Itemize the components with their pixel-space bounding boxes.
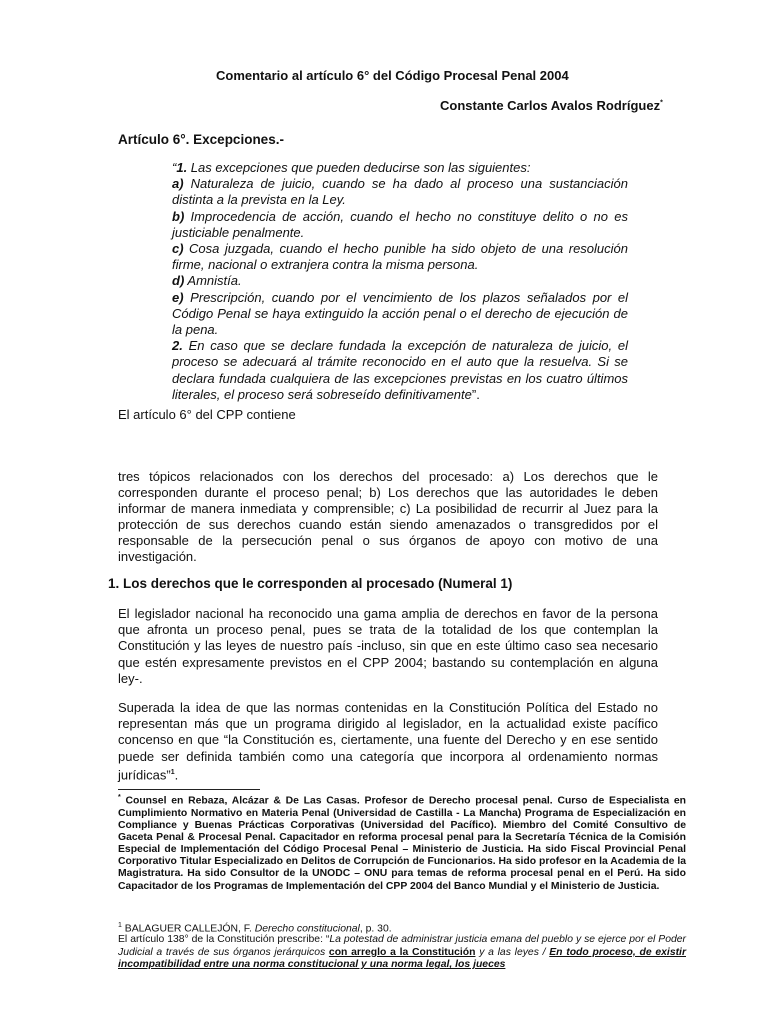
quote-close-mark: ”.	[471, 386, 480, 402]
quote-label-c: c)	[172, 241, 184, 257]
footnote-2-quote-2: y a las leyes /	[475, 946, 550, 958]
footnote-star-mark: *	[118, 794, 121, 801]
quote-item-a	[172, 176, 628, 208]
footnote-1-mark: 1	[118, 922, 122, 929]
quote-number-2: 2.	[172, 338, 183, 354]
article-heading: Artículo 6°. Excepciones.-	[118, 132, 284, 147]
footnote-star-text: Counsel en Rebaza, Alcázar & De Las Casas. Profesor de Derecho procesal penal. Curso de Especialista en Cumplimiento Normativo en Materia Penal (Universidad de Castilla - La Mancha) Programa de Especialización en Compliance y Buenas Prácticas Corporativas (Universidad del Pacífico). Miembro del Comité Consultivo de Gaceta Penal & Procesal Penal. Capacitador en reforma procesal penal para la Secretaría Técnica de la Comisión Especial de Implementación del Código Procesal Penal – Ministerio de Justicia. Ha sido Fiscal Provincial Penal Corporativo Titular Especializado en Delitos de Corrupción de Funcionarios. Ha sido profesor en la Academia de la Magistratura. Ha sido Consultor de la UNODC – ONU para temas de reforma procesal penal en el Perú. Ha sido Capacitador de los Programas de Implementación del CPP 2004 del Banco Mundial y el Ministerio de Justicia.	[118, 795, 686, 892]
footnote-1-author: BALAGUER CALLEJÓN, F.	[121, 923, 255, 935]
footnote-2-underline-2: En todo proceso, de existir incompatibilidad entre una norma constitucional y una norma legal, los jueces	[118, 946, 686, 971]
intro-line: El artículo 6° del CPP contiene	[118, 407, 296, 422]
quote-text-c: Cosa juzgada, cuando el hecho punible ha sido objeto de una resolución firme, nacional o extranjera contra la misma persona.	[172, 241, 628, 273]
quote-label-d: d)	[172, 273, 185, 289]
paragraph-b-end: .	[174, 767, 179, 783]
quote-text-a: Naturaleza de juicio, cuando se ha dado al proceso una sustanciación distinta a la prevista en la Ley.	[172, 176, 628, 208]
quote-number-1: 1.	[176, 160, 188, 175]
quote-item-d	[172, 273, 628, 289]
article-quote	[172, 160, 628, 403]
paragraph-topics: tres tópicos relacionados con los derechos del procesado: a) Los derechos que le corresponden durante el proceso penal; b) Los derechos que las autoridades le deben informar de manera inmediata y comprensible; c) La posibilidad de recurrir al Juez para la protección de sus derechos cuando están siendo amenazados o transgredidos por el responsable de la persecución penal o sus órganos de apoyo con motivo de una investigación.	[118, 469, 658, 565]
quote-text-e: Prescripción, cuando por el vencimiento de los plazos señalados por el Código Penal se haya extinguido la acción penal o el derecho de ejecución de la pena.	[172, 289, 628, 338]
footnote-2-underline-1: con arreglo a la Constitución	[328, 946, 476, 958]
quote-text-1: Las excepciones que pueden deducirse son las siguientes:	[187, 160, 531, 175]
footnote-2-quote-1: La potestad de administrar justicia emana del pueblo y se ejerce por el Poder Judicial a través de sus órganos jerárquicos	[118, 934, 686, 958]
quote-label-b: b)	[172, 208, 185, 224]
quote-item-1	[172, 160, 628, 176]
footnote-2-intro: El artículo 138° de la Constitución prescribe: “	[118, 934, 330, 945]
quote-item-e	[172, 290, 628, 339]
footnote-divider	[118, 789, 260, 790]
quote-open-mark: “	[172, 160, 177, 175]
quote-text-2: En caso que se declare fundada la excepción de naturaleza de juicio, el proceso se adecuará al trámite reconocido en el auto que la resuelva. Si se declara fundada cualquiera de las excepciones previstas en los cuatro últimos literales, el proceso será sobreseído definitivamente	[172, 338, 628, 402]
footnote-author	[118, 792, 686, 893]
section-1-paragraph-b	[118, 700, 658, 783]
section-1-heading: 1. Los derechos que le corresponden al procesado (Numeral 1)	[108, 576, 513, 591]
quote-text-d: Amnistía.	[184, 273, 242, 289]
quote-item-2	[172, 338, 628, 403]
footnote-2	[118, 934, 686, 972]
footnote-1-page: , p. 30.	[359, 923, 392, 935]
author-footnote-mark: *	[660, 99, 663, 107]
quote-label-e: e)	[172, 289, 184, 305]
paragraph-b-text: Superada la idea de que las normas contenidas en la Constitución Política del Estado no representan más que un programa dirigido al legislador, en la actualidad existe pacífico concenso en que “la Constitución es, ciertamente, una fuente del Derecho y en ese sentido puede ser definida también como una categoría que incorpora al ordenamiento normas jurídicas”	[118, 700, 658, 783]
quote-label-a: a)	[172, 176, 184, 192]
quote-text-b: Improcedencia de acción, cuando el hecho no constituye delito o no es justiciable penalmente.	[172, 208, 628, 240]
footnote-1-title: Derecho constitucional	[254, 923, 360, 935]
quote-item-b	[172, 209, 628, 241]
document-title: Comentario al artículo 6° del Código Procesal Penal 2004	[216, 68, 569, 83]
section-1-paragraph-a: El legislador nacional ha reconocido una gama amplia de derechos en favor de la persona que afronta un proceso penal, pues se trata de la totalidad de los que contemplan la Constitución y las leyes de nuestro país -incluso, sin que en este último caso sea necesario que estén expresamente previstos en el CPP 2004; bastando su contemplación en alguna ley-.	[118, 606, 658, 686]
quote-item-c	[172, 241, 628, 273]
footnote-ref-1: 1	[170, 768, 175, 776]
author-name	[440, 98, 690, 113]
author-text: Constante Carlos Avalos Rodríguez	[440, 98, 661, 113]
